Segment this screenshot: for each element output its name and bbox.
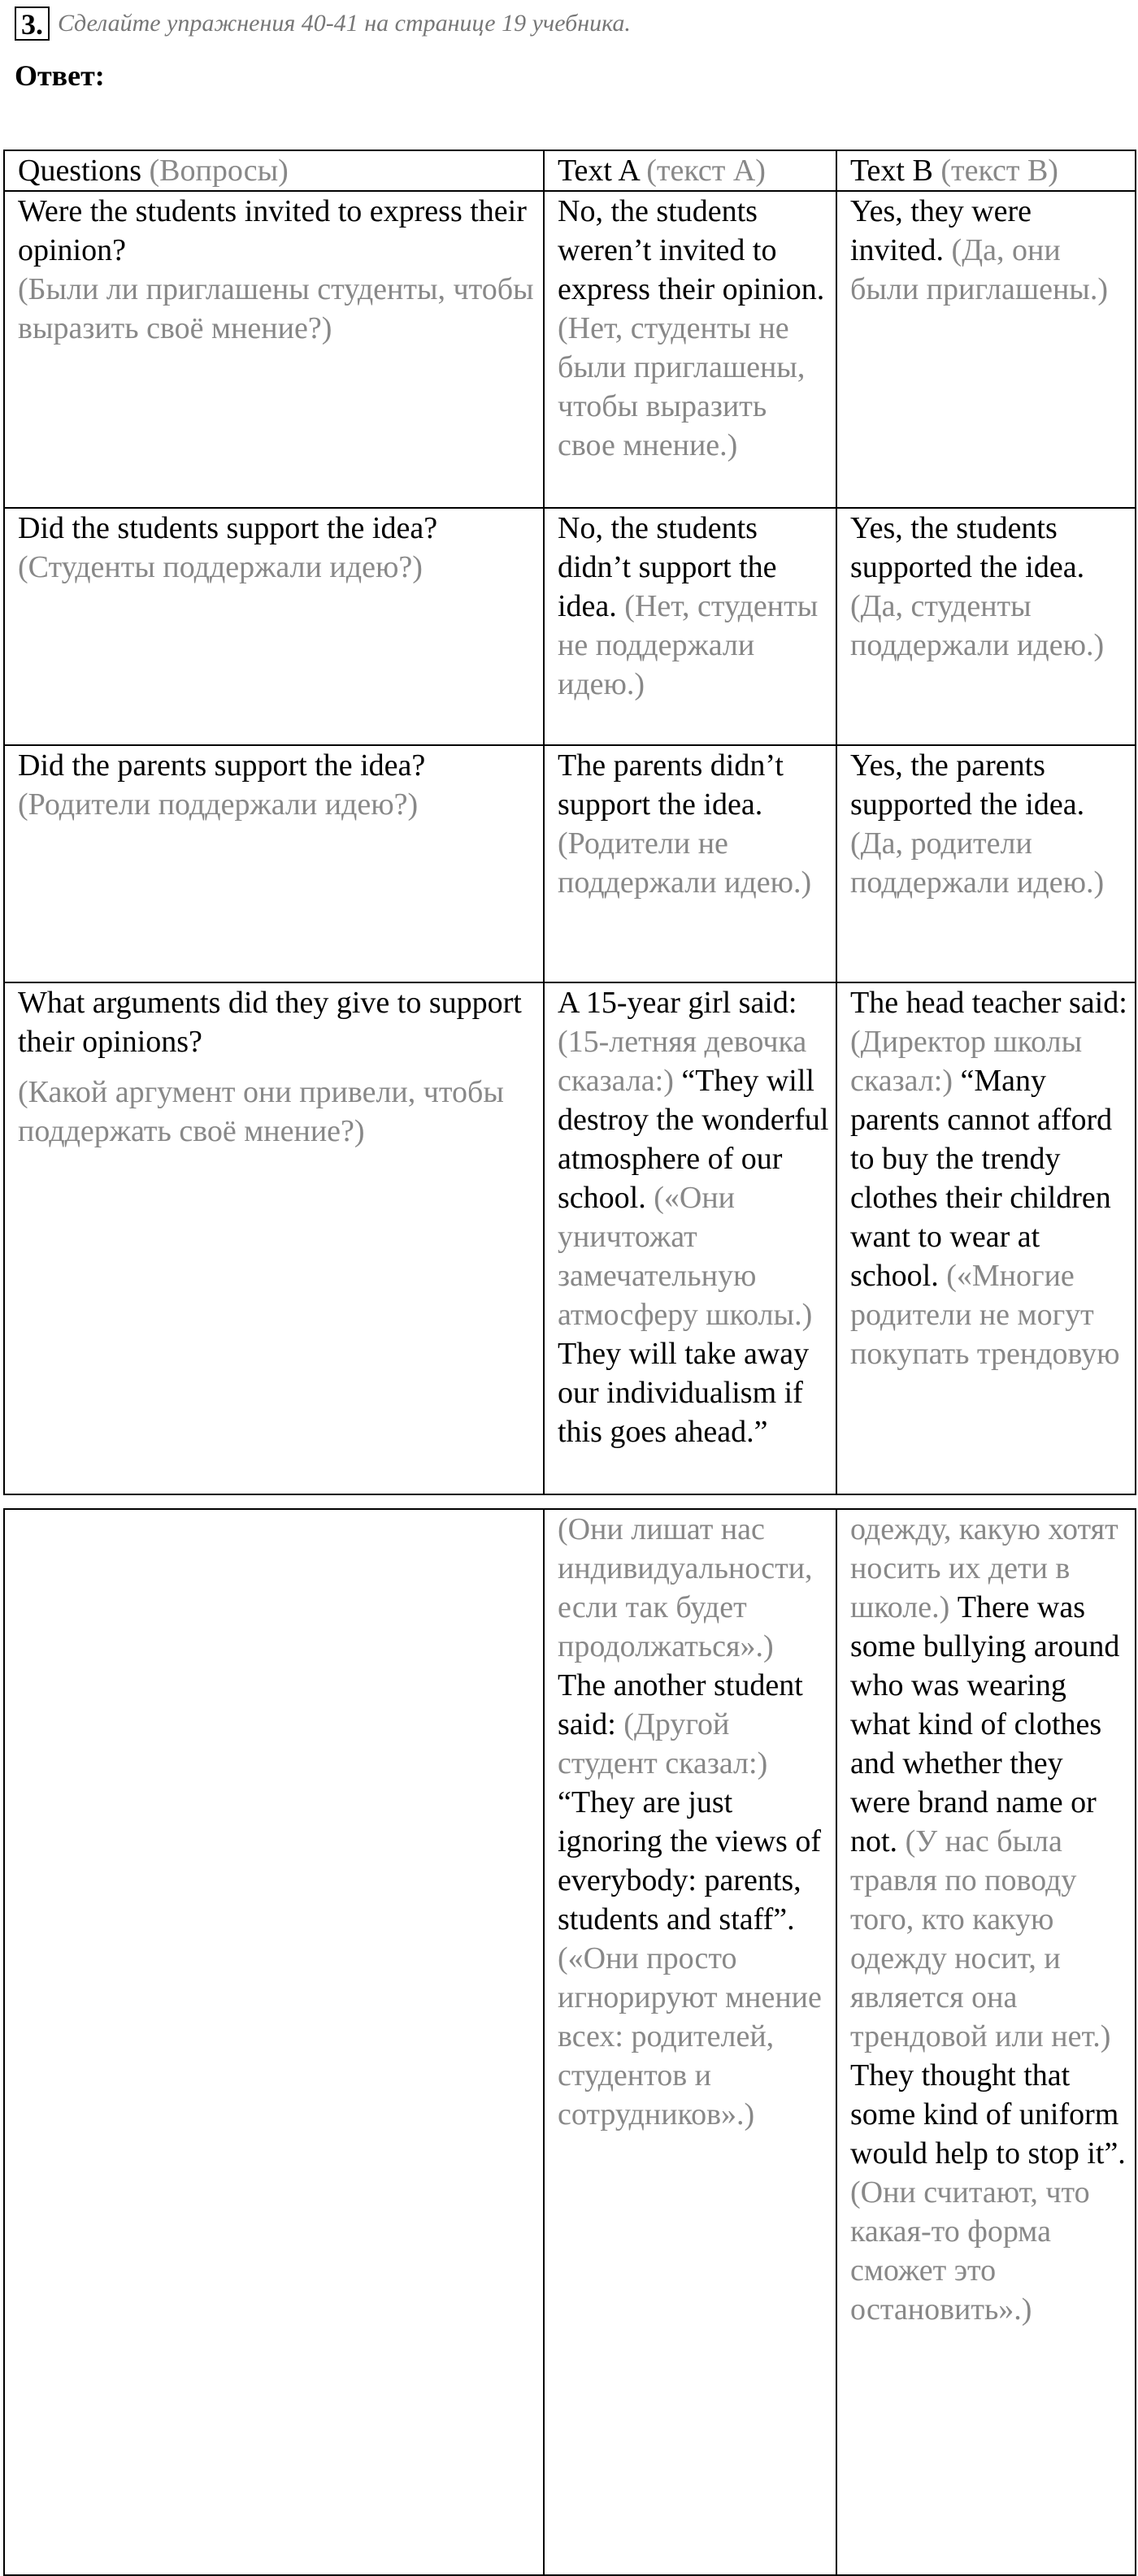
question-en: Were the students invited to express their opinion? bbox=[18, 194, 527, 267]
answer-ru: («Они уничтожат замечательную атмосферу школы.) bbox=[558, 1181, 813, 1332]
text-b-cell bbox=[836, 191, 1136, 508]
table-row bbox=[4, 1509, 1136, 2575]
answer-en: “Many parents cannot afford to buy the trendy clothes their children want to wear at school. bbox=[850, 1064, 1113, 1293]
answer-en: There was some bullying around who was wearing what kind of clothes and whether they were brand name or not. bbox=[850, 1590, 1120, 1858]
table-row bbox=[4, 745, 1136, 982]
answer-en: “They will destroy the wonderful atmosphere of our school. bbox=[558, 1064, 829, 1215]
header-text-b bbox=[836, 150, 1136, 191]
question-en: What arguments did they give to support their opinions? bbox=[18, 986, 522, 1059]
answer-en: The another student said: bbox=[558, 1668, 803, 1741]
header-en: Text A bbox=[558, 154, 639, 188]
text-b-cell bbox=[836, 508, 1136, 745]
answer-ru: («Многие родители не могут покупать трендовую bbox=[850, 1259, 1120, 1371]
answer-en: The head teacher said: bbox=[850, 986, 1127, 1020]
question-en: Did the parents support the idea? bbox=[18, 748, 426, 783]
answer-table bbox=[3, 150, 1136, 1495]
question-en: Did the students support the idea? bbox=[18, 511, 438, 545]
answer-ru: (Да, родители поддержали идею.) bbox=[850, 826, 1105, 900]
answer-ru: (Директор школы сказал:) bbox=[850, 1025, 1083, 1098]
answer-ru: (Нет, студенты не поддержали идею.) bbox=[558, 589, 819, 701]
answer-en: Yes, they were invited. bbox=[850, 194, 1032, 267]
answer-ru: (У нас была травля по поводу того, кто какую одежду носит, и является она трендовой или нет.) bbox=[850, 1824, 1111, 2053]
answer-en: “They are just ignoring the views of everybody: parents, students and staff”. bbox=[558, 1785, 822, 1936]
text-a-cell bbox=[544, 191, 836, 508]
header-ru: (текст А) bbox=[646, 154, 766, 188]
answer-ru: (Да, студенты поддержали идею.) bbox=[850, 589, 1105, 662]
answer-en: A 15-year girl said: bbox=[558, 986, 797, 1020]
answer-ru: (15-летняя девочка сказала:) bbox=[558, 1025, 807, 1098]
header-questions bbox=[4, 150, 544, 191]
question-cell-empty bbox=[4, 1509, 544, 2575]
answer-ru: (Нет, студенты не были приглашены, чтобы выразить свое мнение.) bbox=[558, 311, 806, 462]
table-row bbox=[4, 191, 1136, 508]
text-b-cell bbox=[836, 1509, 1136, 2575]
question-ru: (Родители поддержали идею?) bbox=[18, 787, 419, 822]
question-ru: (Были ли приглашены студенты, чтобы выразить своё мнение?) bbox=[18, 272, 534, 345]
header-en: Text B bbox=[850, 154, 933, 188]
header-ru: (Вопросы) bbox=[149, 154, 289, 188]
header-ru: (текст В) bbox=[940, 154, 1058, 188]
header-text-a bbox=[544, 150, 836, 191]
task-number: 3. bbox=[15, 7, 50, 41]
answer-en: They will take away our individualism if this goes ahead.” bbox=[558, 1337, 810, 1449]
answer-ru: (Родители не поддержали идею.) bbox=[558, 826, 812, 900]
question-cell bbox=[4, 508, 544, 745]
answer-ru: (Да, они были приглашены.) bbox=[850, 233, 1108, 306]
text-b-cell bbox=[836, 982, 1136, 1494]
text-b-cell bbox=[836, 745, 1136, 982]
answer-en: The parents didn’t support the idea. bbox=[558, 748, 784, 822]
answer-en: They thought that some kind of uniform would help to stop it”. bbox=[850, 2058, 1126, 2171]
answer-ru: одежду, какую хотят носить их дети в школе.) bbox=[850, 1512, 1118, 1624]
answer-table-continuation bbox=[3, 1508, 1136, 2576]
text-a-cell bbox=[544, 1509, 836, 2575]
table-row bbox=[4, 508, 1136, 745]
header-en: Questions bbox=[18, 154, 141, 188]
answer-ru: (Они лишат нас индивидуальности, если так будет продолжаться».) bbox=[558, 1512, 813, 1663]
question-ru: (Студенты поддержали идею?) bbox=[18, 550, 423, 584]
text-a-cell bbox=[544, 745, 836, 982]
question-cell bbox=[4, 191, 544, 508]
question-cell bbox=[4, 982, 544, 1494]
answer-label: Ответ: bbox=[15, 59, 105, 92]
text-a-cell bbox=[544, 982, 836, 1494]
table-row bbox=[4, 982, 1136, 1494]
answer-ru: (Другой студент сказал:) bbox=[558, 1707, 768, 1780]
answer-en: Yes, the students supported the idea. bbox=[850, 511, 1085, 584]
table-header-row bbox=[4, 150, 1136, 191]
answer-en: No, the students didn’t support the idea. bbox=[558, 511, 777, 623]
question-cell bbox=[4, 745, 544, 982]
answer-ru: (Они считают, что какая-то форма сможет это остановить».) bbox=[850, 2175, 1090, 2327]
answer-ru: («Они просто игнорируют мнение всех: родителей, студентов и сотрудников».) bbox=[558, 1941, 822, 2131]
task-header bbox=[15, 5, 631, 42]
task-instruction: Сделайте упражнения 40-41 на странице 19 учебника. bbox=[58, 10, 631, 37]
answer-en: No, the students weren’t invited to express their opinion. bbox=[558, 194, 825, 306]
text-a-cell bbox=[544, 508, 836, 745]
answer-en: Yes, the parents supported the idea. bbox=[850, 748, 1085, 822]
question-ru: (Какой аргумент они привели, чтобы поддержать своё мнение?) bbox=[18, 1075, 504, 1148]
